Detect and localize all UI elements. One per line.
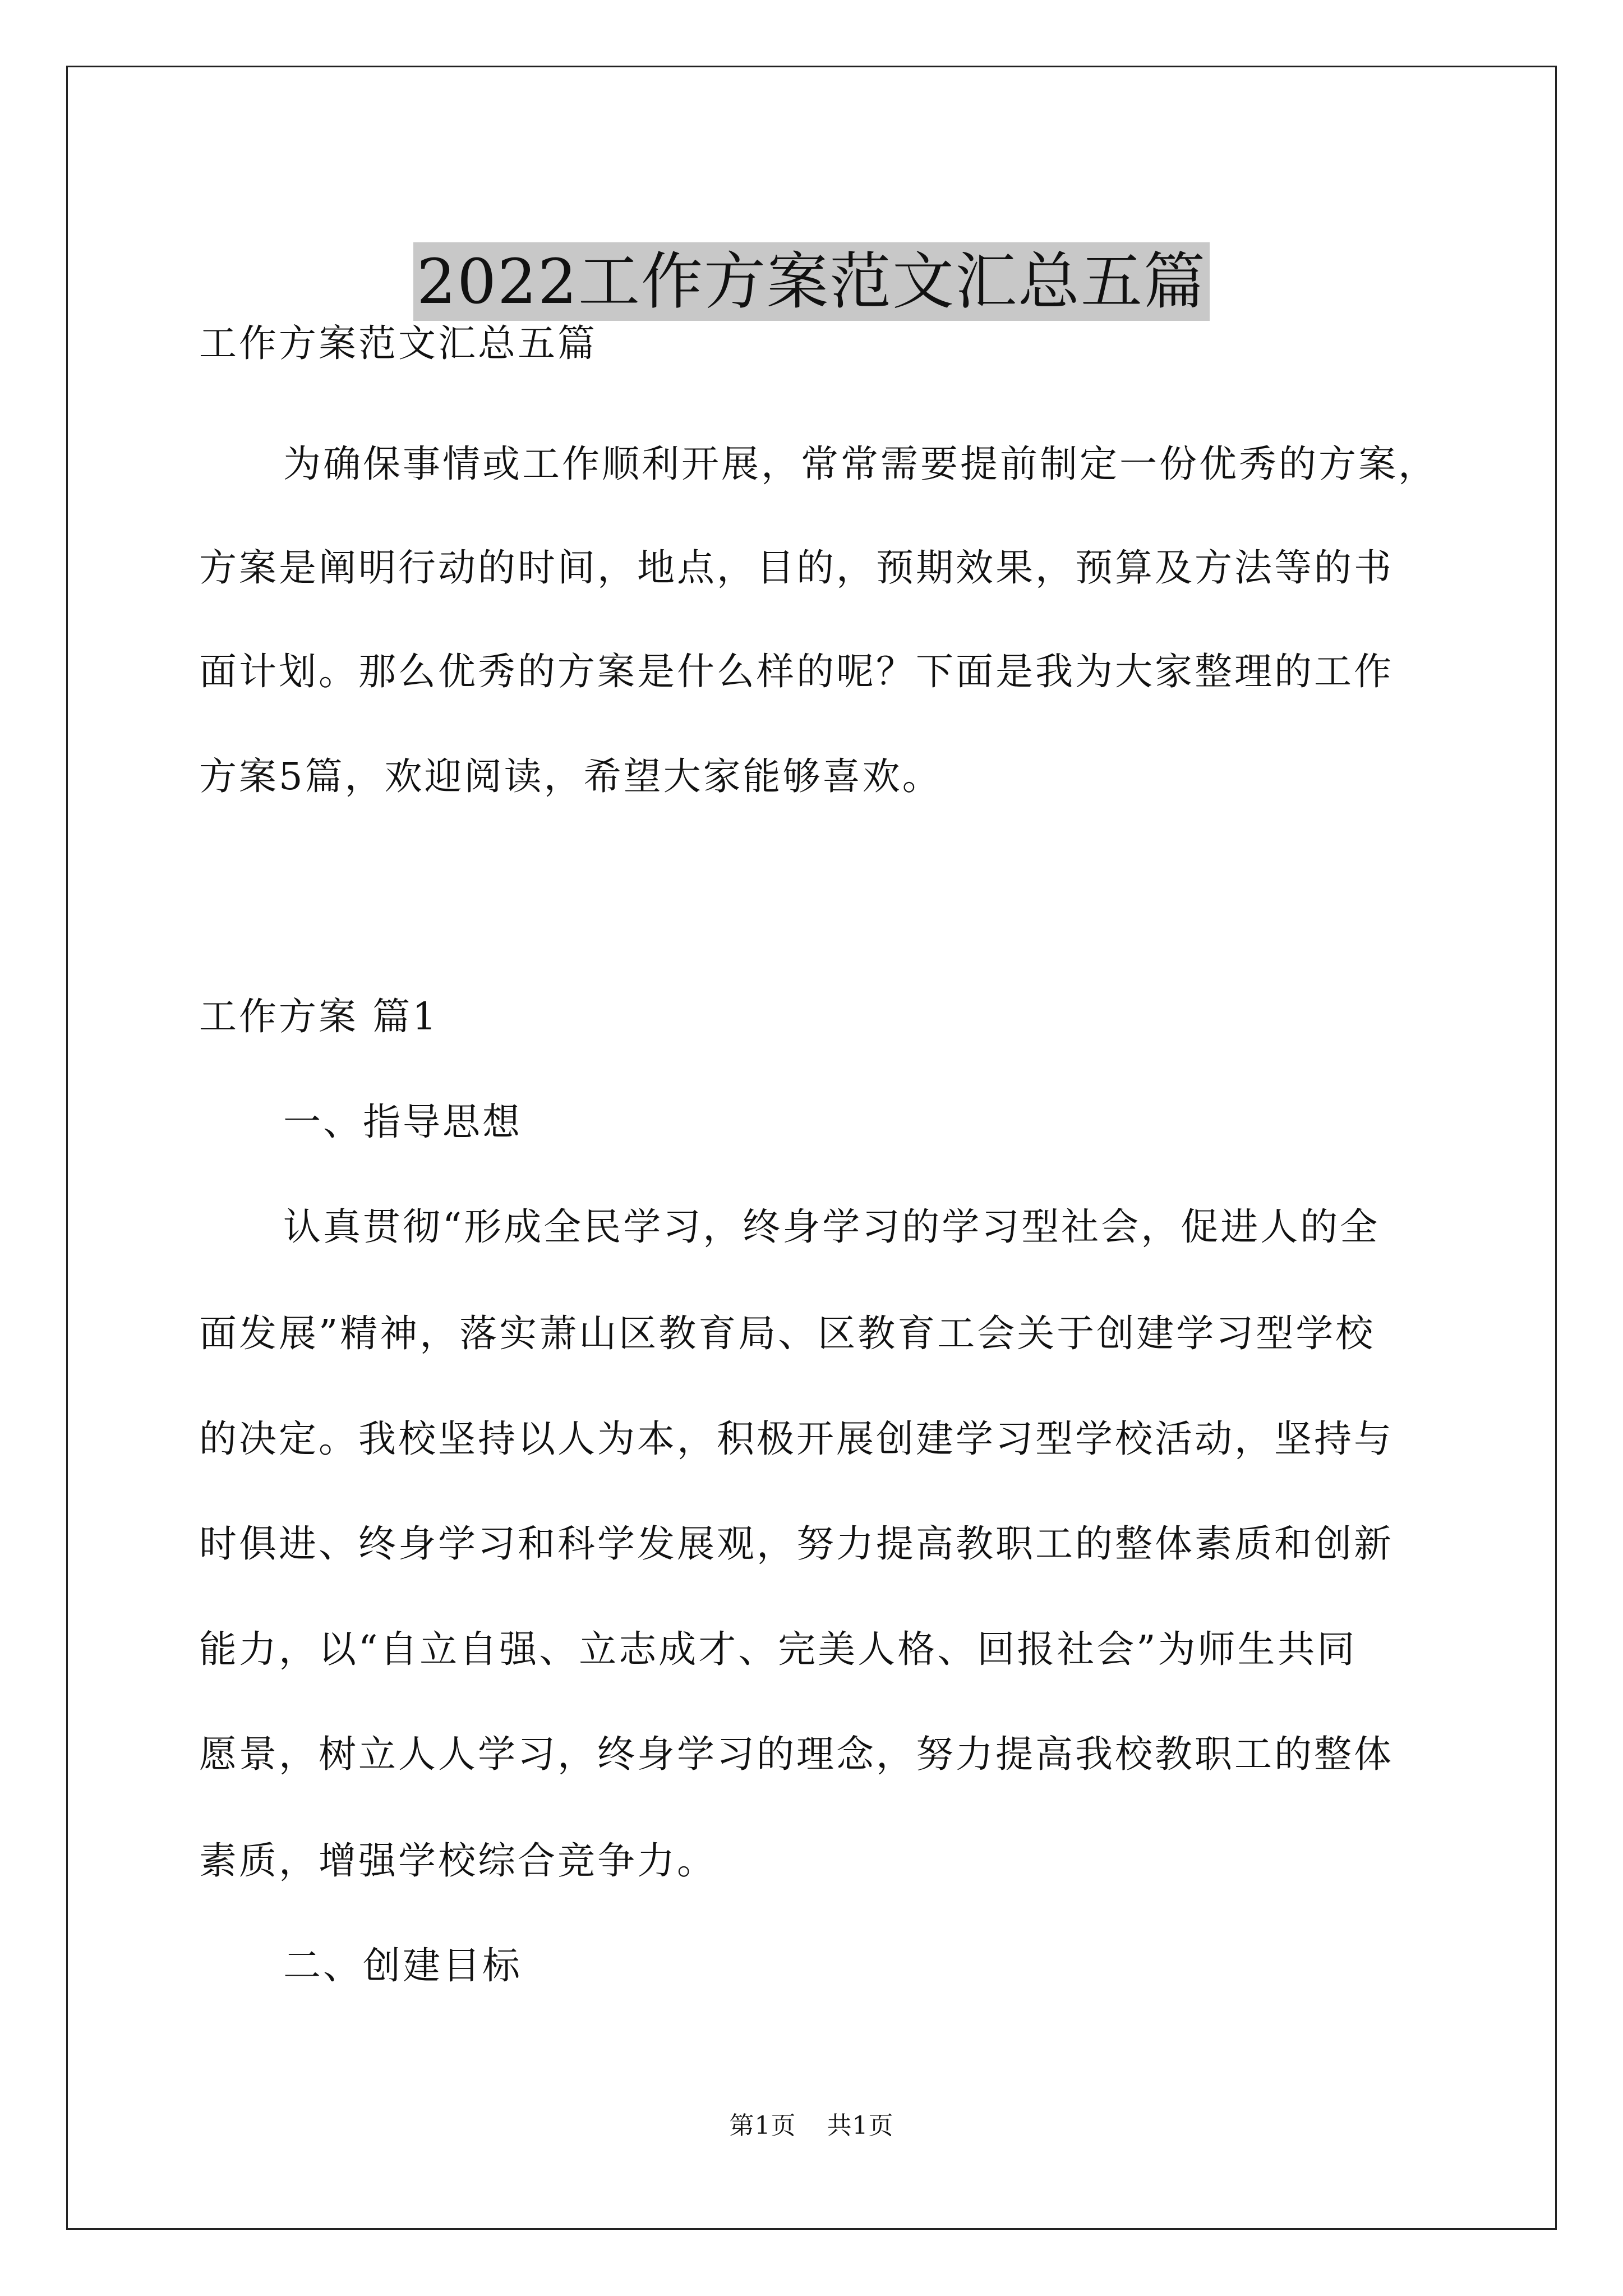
page-number-total: 共1页 <box>827 2111 894 2140</box>
intro-line: 为确保事情或工作顺利开展，常常需要提前制定一份优秀的方案， <box>283 442 1438 486</box>
page-footer <box>0 2109 1623 2143</box>
part1-line: 时俱进、终身学习和科学发展观，努力提高教职工的整体素质和创新 <box>199 1522 1394 1566</box>
part1-line: 愿景，树立人人学习，终身学习的理念，努力提高我校教职工的整体 <box>199 1732 1394 1776</box>
intro-line: 面计划。那么优秀的方案是什么样的呢？下面是我为大家整理的工作 <box>199 650 1394 693</box>
intro-line: 方案5篇，欢迎阅读，希望大家能够喜欢。 <box>199 754 942 798</box>
intro-line: 方案是阐明行动的时间，地点，目的，预期效果，预算及方法等的书 <box>199 546 1394 590</box>
part1-line: 的决定。我校坚持以人为本，积极开展创建学习型学校活动，坚持与 <box>199 1417 1394 1461</box>
part1-heading: 一、指导思想 <box>283 1100 522 1144</box>
part2-heading: 二、创建目标 <box>283 1944 522 1987</box>
section-heading: 工作方案 篇1 <box>199 995 439 1038</box>
document-subtitle: 工作方案范文汇总五篇 <box>199 321 597 365</box>
part1-line: 素质，增强学校综合竞争力。 <box>199 1839 717 1883</box>
part1-line: 认真贯彻“形成全民学习，终身学习的学习型社会，促进人的全 <box>283 1205 1380 1249</box>
document-title: 2022工作方案范文汇总五篇 <box>413 242 1210 321</box>
page-number-current: 第1页 <box>729 2111 796 2140</box>
part1-line: 能力，以“自立自强、立志成才、完美人格、回报社会”为师生共同 <box>199 1627 1357 1671</box>
part1-line: 面发展”精神，落实萧山区教育局、区教育工会关于创建学习型学校 <box>199 1312 1376 1355</box>
